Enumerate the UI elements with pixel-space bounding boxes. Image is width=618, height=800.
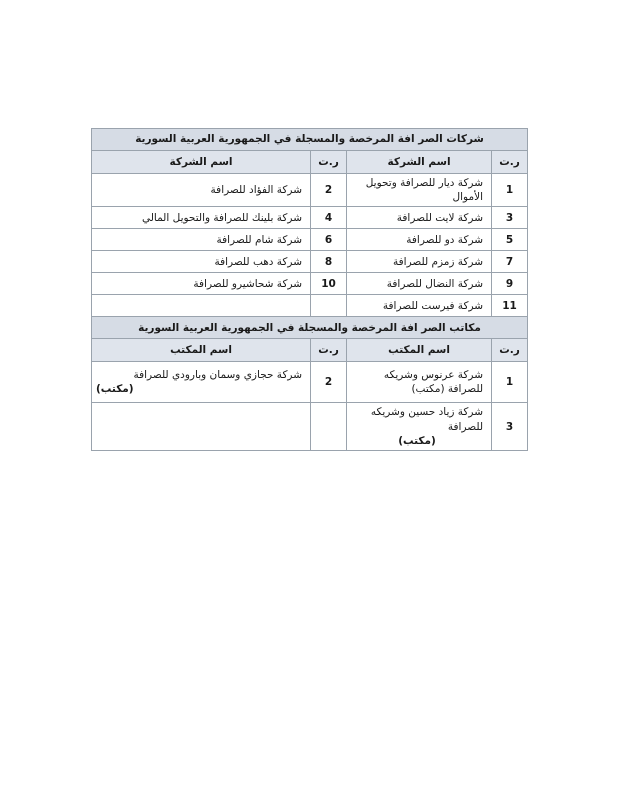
section1-title-row <box>92 129 528 151</box>
table-row <box>92 295 528 317</box>
company-name: شركة زمزم للصرافة <box>347 251 492 273</box>
section1-title: شركات الصر افة المرخصة والمسجلة في الجمهورية العربية السورية <box>92 129 528 151</box>
row-number: 1 <box>492 174 528 207</box>
company-name: شركة لايت للصرافة <box>347 207 492 229</box>
office-name-line: شركة حجازي وسمان وبارودي للصرافة <box>133 369 303 382</box>
office-name-line: شركة عرنوس وشريكه للصرافة (مكتب) <box>383 369 484 396</box>
table-row <box>92 174 528 207</box>
company-name: شركة بلينك للصرافة والتحويل المالي <box>92 207 311 229</box>
office-name-line: (مكتب) <box>398 434 436 447</box>
company-name: شركة شحاشيرو للصرافة <box>92 273 311 295</box>
row-number: 8 <box>311 251 347 273</box>
table-row <box>92 273 528 295</box>
table-row <box>92 229 528 251</box>
table-row <box>92 362 528 403</box>
office-name-line: شركة زياد حسين وشريكه للصرافة <box>370 406 484 433</box>
section2-title-row <box>92 317 528 339</box>
exchange-companies-table <box>91 128 528 451</box>
col-name-header: اسم المكتب <box>92 339 311 362</box>
company-name: شركة فيرست للصرافة <box>347 295 492 317</box>
table-row <box>92 251 528 273</box>
col-name-header: اسم المكتب <box>347 339 492 362</box>
company-name <box>92 295 311 317</box>
row-number: 9 <box>492 273 528 295</box>
row-number: 4 <box>311 207 347 229</box>
row-number: 3 <box>492 403 528 451</box>
row-number: 5 <box>492 229 528 251</box>
table-row <box>92 207 528 229</box>
office-name <box>92 403 311 451</box>
company-name: شركة ديار للصرافة وتحويل الأموال <box>347 174 492 207</box>
table-row <box>92 403 528 451</box>
col-num-header: ر.ت <box>311 151 347 174</box>
row-number: 7 <box>492 251 528 273</box>
row-number <box>311 403 347 451</box>
col-name-header: اسم الشركة <box>347 151 492 174</box>
row-number: 11 <box>492 295 528 317</box>
office-name <box>92 362 311 403</box>
company-name: شركة الفؤاد للصرافة <box>92 174 311 207</box>
row-number: 2 <box>311 362 347 403</box>
col-name-header: اسم الشركة <box>92 151 311 174</box>
company-name: شركة شام للصرافة <box>92 229 311 251</box>
row-number: 1 <box>492 362 528 403</box>
section1-header-row <box>92 151 528 174</box>
company-name: شركة دو للصرافة <box>347 229 492 251</box>
row-number: 10 <box>311 273 347 295</box>
row-number <box>311 295 347 317</box>
col-num-header: ر.ت <box>492 151 528 174</box>
office-name <box>347 403 492 451</box>
company-name: شركة دهب للصرافة <box>92 251 311 273</box>
office-name <box>347 362 492 403</box>
col-num-header: ر.ت <box>492 339 528 362</box>
col-num-header: ر.ت <box>311 339 347 362</box>
row-number: 3 <box>492 207 528 229</box>
row-number: 2 <box>311 174 347 207</box>
row-number: 6 <box>311 229 347 251</box>
company-name: شركة النضال للصرافة <box>347 273 492 295</box>
section2-title: مكاتب الصر افة المرخصة والمسجلة في الجمهورية العربية السورية <box>92 317 528 339</box>
office-name-line: (مكتب) <box>96 383 134 396</box>
section2-header-row <box>92 339 528 362</box>
